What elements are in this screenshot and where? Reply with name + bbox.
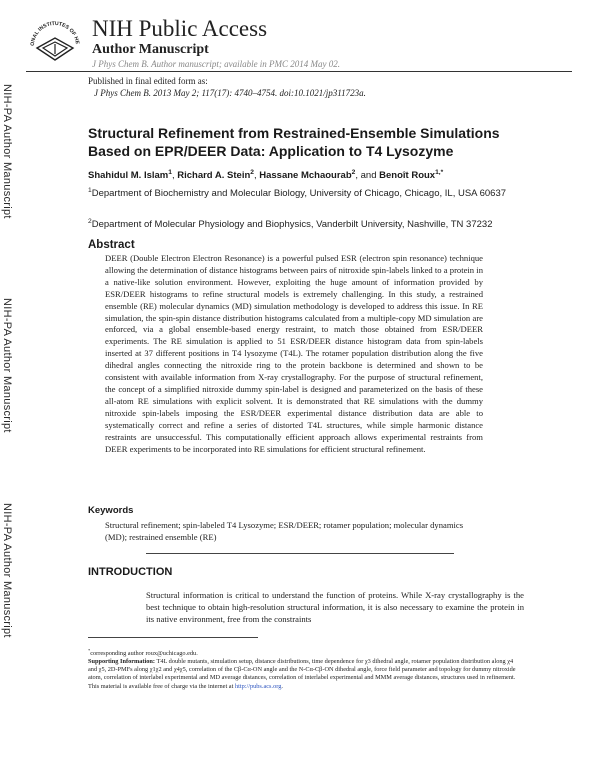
introduction-heading: INTRODUCTION [88,566,173,578]
author-affiliation-mark: 2 [250,169,254,176]
journal-reference: J Phys Chem B. 2013 May 2; 117(17): 4740–4754. doi:10.1021/jp311723a. [94,88,366,98]
affiliation-text: Department of Molecular Physiology and Biophysics, Vanderbilt University, Nashville, TN 37232 [91,219,493,231]
logo-arc-text: ONAL INSTITUTES OF HE [29,20,80,47]
nih-public-access-title: NIH Public Access [92,16,268,41]
author-manuscript-label: Author Manuscript [92,42,209,57]
affiliation-text: Department of Biochemistry and Molecular Biology, University of Chicago, Chicago, IL, USA 60637 [91,188,507,200]
published-in-line: Published in final edited form as: [88,76,208,86]
pubs-acs-link[interactable]: http://pubs.acs.org [234,682,282,690]
supporting-end: . [281,682,283,690]
introduction-text: Structural information is critical to understand the function of proteins. While X-ray crystallography is the best technique to obtain high-resolution structural information, it is also necessary to examine the protein in its native environment, free from the constraints [146,590,524,624]
sidebar-label-bottom: NIH-PA Author Manuscript [1,503,13,638]
author-separator: , and [355,170,380,182]
sidebar-label-top: NIH-PA Author Manuscript [1,84,13,219]
svg-text:NATIONAL INSTITUTES OF HEALTH [26,16,80,46]
affiliation-mark: 2 [88,218,92,225]
article-title: Structural Refinement from Restrained-Ensemble Simulations Based on EPR/DEER Data: Application to T4 Lysozyme [88,125,500,159]
author-name: Hassane Mchaourab [259,170,352,182]
corresponding-author-footnote: *corresponding author roux@uchicago.edu. [88,648,198,658]
keywords-text: Structural refinement; spin-labeled T4 Lysozyme; ESR/DEER; rotamer population; molecular dynamics (MD); restrained ensemble (RE) [105,520,464,542]
affiliation-1 [88,185,518,200]
affiliation-2 [88,216,558,231]
author-name: Shahidul M. Islam [88,170,169,182]
author-separator: , [171,170,178,182]
corresponding-text: corresponding author roux@uchicago.edu. [90,650,198,658]
supporting-information-footnote [88,658,522,691]
nih-seal-logo [26,16,84,70]
author-affiliation-mark: 2 [351,169,356,176]
author-affiliation-mark: 1 [168,169,172,176]
author-separator: , [253,170,260,182]
author-name: Richard A. Stein [177,170,251,182]
footnote-divider [88,637,258,638]
author-name: Benoît Roux [379,170,436,182]
supporting-text: T4L double mutants, simulation setup, distance distributions, time dependence for χ3 dihedral angle, rotamer population distribution along χ4 and χ5, 2D-PMFs along χ1χ2 and χ4χ5, correlation of the Cβ-Cα-ON angle and the N-Cα-Cβ-ON dihedral angle, force field parameter and topology for dummy nitroxide atom, correlation of interlabel experimental and MD average distances, correlation of interlabel experimental and MMM average distances, structures used in refinement. This material is available free of charge via the internet at [88,658,516,690]
supporting-label: Supporting Information: [88,658,156,665]
section-divider [146,553,454,554]
availability-citation: J Phys Chem B. Author manuscript; available in PMC 2014 May 02. [92,59,341,69]
keywords-heading: Keywords [88,505,134,516]
sidebar-label-middle: NIH-PA Author Manuscript [1,298,13,433]
abstract-text: DEER (Double Electron Electron Resonance) is a powerful pulsed ESR (electron spin resonance) technique allowing the determination of distance histograms between pairs of nitroxide spin-labels linked to a protein in a native-like solution environment. However, exploiting the huge amount of information provided by ESR/DEER histograms to refine structural models is extremely challenging. In this study, a restrained ensemble (RE) molecular dynamics (MD) simulation methodology is developed to address this issue. In RE simulation, the spin-spin distance distribution histograms calculated from a multiple-copy MD simulation are enforced, via a global ensemble-based energy restraint, to match those obtained from ESR/DEER experiments. The RE simulation is applied to 51 ESR/DEER distance histogram data from spin-labels inserted at 37 different positions in T4 lysozyme (T4L). The rotamer population distribution along the five dihedral angles connecting the nitroxide ring to the protein backbone is determined and shown to be consistent with available information from X-ray crystallography. For the purpose of structural refinement, the concept of a simplified nitroxide dummy spin-label is designed and parameterized on the basis of these all-atom RE simulations with explicit solvent. It is demonstrated that RE simulations with the dummy nitroxide spin-labels imposing the ESR/DEER experimental distance distribution data are able to systematically correct and refine a series of distorted T4L structures, while simple harmonic distance restraints are unsuccessful. This computationally efficient approach allows experimental restraints from DEER experiments to be incorporated into RE simulations for efficient structural refinement. [105,253,483,454]
author-affiliation-mark: 1,* [435,169,444,176]
affiliation-mark: 1 [88,187,92,194]
author-list [88,169,443,181]
header-divider [26,71,572,72]
abstract-heading: Abstract [88,239,135,251]
